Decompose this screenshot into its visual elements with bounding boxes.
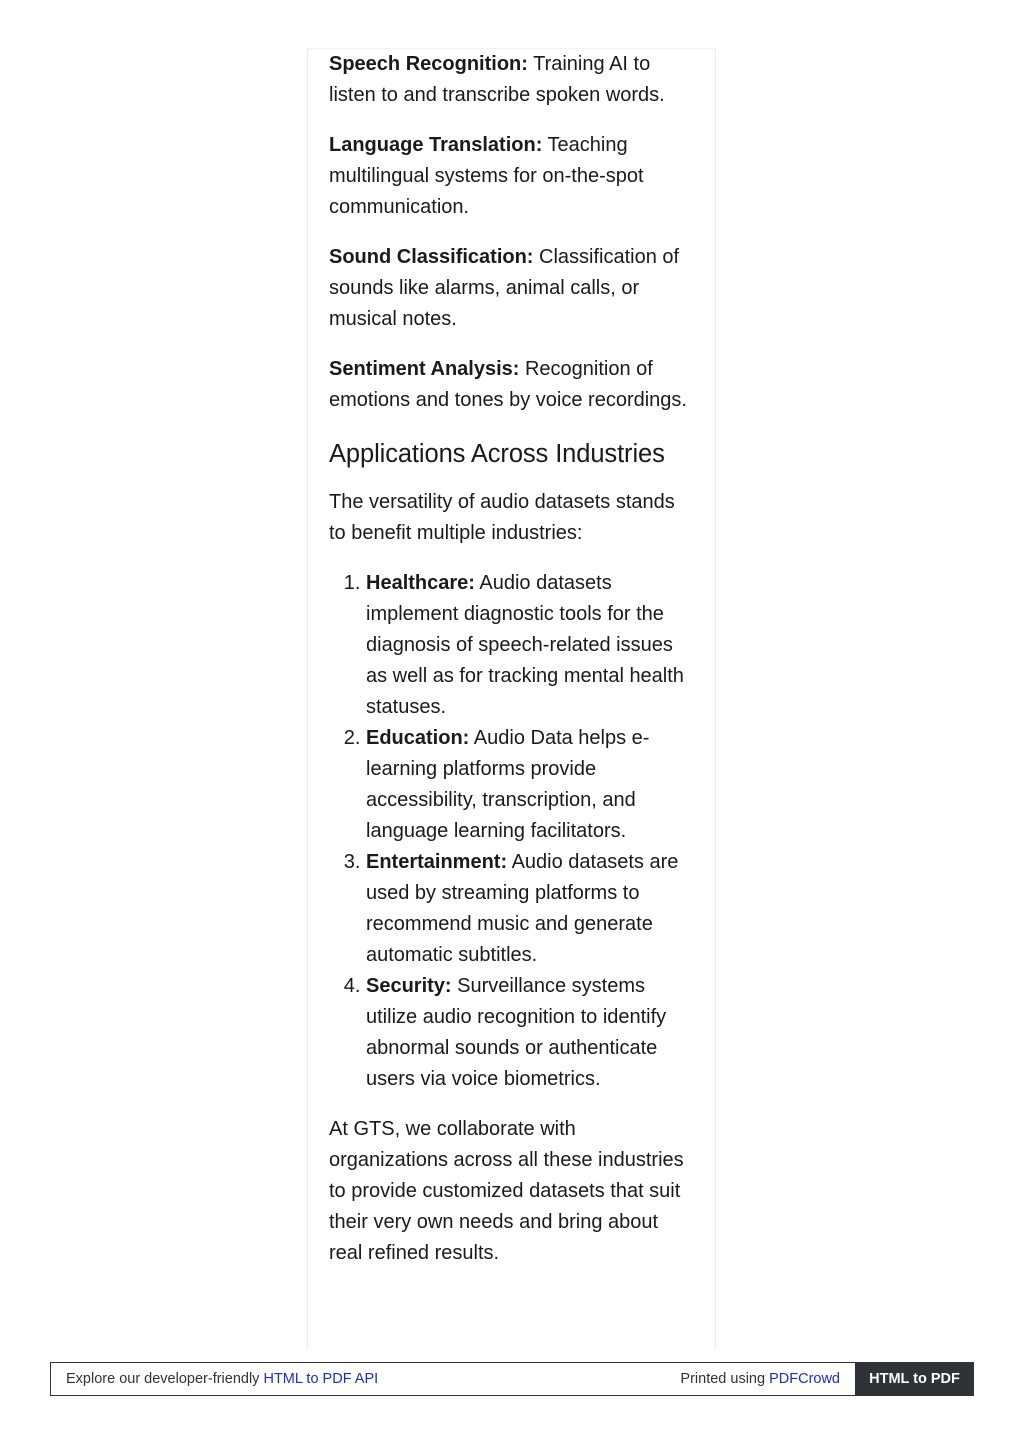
item-description: Audio datasets are used by streaming platforms to recommend music and generate automatic subtitles.: [366, 851, 679, 966]
item-term: Education:: [366, 727, 470, 749]
term-label: Speech Recognition:: [329, 53, 528, 75]
item-description: Audio Data helps e-learning platforms provide accessibility, transcription, and language learning facilitators.: [366, 727, 650, 842]
footer-explore: [66, 1371, 378, 1387]
footer-printed: [680, 1371, 840, 1387]
section-heading: Applications Across Industries: [329, 440, 665, 468]
term-description: Training AI to listen to and transcribe spoken words.: [329, 53, 665, 106]
footer-printed-text: Printed using: [680, 1371, 770, 1387]
section-intro: The versatility of audio datasets stands to benefit multiple industries:: [329, 491, 675, 544]
pdfcrowd-link[interactable]: PDFCrowd: [769, 1371, 840, 1387]
html-to-pdf-badge[interactable]: HTML to PDF: [855, 1362, 974, 1396]
term-description: Teaching multilingual systems for on-the-spot communication.: [329, 134, 644, 218]
list-item-security: [366, 971, 695, 1095]
paragraph-language-translation: [329, 130, 695, 223]
list-item-healthcare: [366, 568, 695, 723]
term-label: Sentiment Analysis:: [329, 358, 520, 380]
closing-paragraph: At GTS, we collaborate with organizations across all these industries to provide customized datasets that suit their very own needs and bring about real refined results.: [329, 1118, 684, 1264]
pdfcrowd-footer-bar: [50, 1362, 974, 1396]
term-label: Sound Classification:: [329, 246, 534, 268]
list-item-education: [366, 723, 695, 847]
paragraph-speech-recognition: [329, 49, 695, 111]
item-term: Security:: [366, 975, 452, 997]
term-description: Recognition of emotions and tones by voice recordings.: [329, 358, 687, 411]
item-description: Audio datasets implement diagnostic tools for the diagnosis of speech-related issues as well as for tracking mental health statuses.: [366, 572, 684, 718]
footer-explore-text: Explore our developer-friendly: [66, 1371, 264, 1387]
article-content: [329, 48, 695, 1288]
paragraph-sentiment-analysis: [329, 354, 695, 416]
item-term: Entertainment:: [366, 851, 508, 873]
item-term: Healthcare:: [366, 572, 475, 594]
item-description: Surveillance systems utilize audio recognition to identify abnormal sounds or authenticate users via voice biometrics.: [366, 975, 667, 1090]
term-description: Classification of sounds like alarms, animal calls, or musical notes.: [329, 246, 680, 330]
paragraph-sound-classification: [329, 242, 695, 335]
list-item-entertainment: [366, 847, 695, 971]
industries-list: [329, 568, 695, 1095]
term-label: Language Translation:: [329, 134, 543, 156]
html-to-pdf-api-link[interactable]: HTML to PDF API: [263, 1371, 379, 1387]
